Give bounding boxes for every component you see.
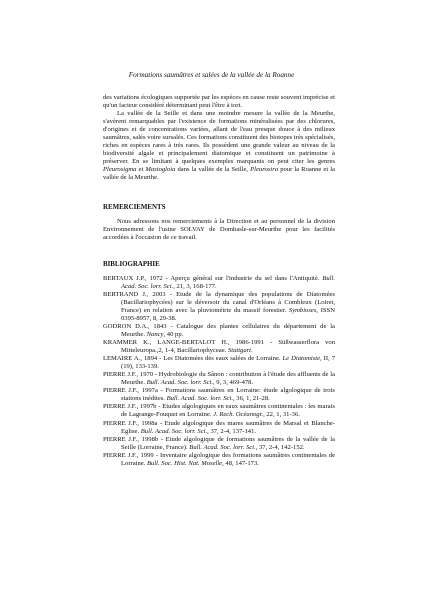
reference-item: PIERRE J.F., 1970 - Hydrobiologie du Sânon : contribution à l'étude des affluents de la Meurthe. Bull. Acad. Soc. lorr. Sci., 9, 3, 469-478. [103,371,335,387]
reference-item: PIERRE J.F., 1998a - Etude algologique des mares saumâtres de Marsal et Blanche-Eglise. Bull. Acad. Soc. lorr. Sci., 37, 2-4, 137-141. [103,419,335,435]
reference-item: PIERRE J.F., 1999 - Inventaire algologique des formations saumâtres continentales de Lorraine. Bull. Soc. Hist. Nat. Moselle, 48, 147-173. [103,451,335,467]
acknowledgements-title: REMERCIEMENTS [103,203,166,211]
intro-paragraph-1: des variations écologiques supportée par les espèces en cause reste souvent imprécise et qu'un facteur considéré déterminant peut l'être à tort. [103,94,335,110]
reference-item: PIERRE J.F., 1998b - Etude algologique de formations saumâtres de la vallée de la Seille (Lorraine, France). Bull. Acad. Soc. lorr. Sci., 37, 2-4, 142-152. [103,435,335,451]
genus-name: Pleurosigma [103,166,137,174]
genus-name: Mastogloia [145,166,176,174]
article-body [103,94,335,468]
reference-item: BERTRAND J., 2003 - Etude de la dynamique des populations de Diatomées (Bacillariophycées) sur le déversoir du canal d'Orléans à Combleux (Loiret, France) en relation avec la pluviométrie du massif forestier. Symbioses, ISSN 0395-8957, 8, 29-38. [103,290,335,322]
acknowledgements-section [103,203,335,242]
acknowledgements-text: Nous adressons nos remerciements à la Direction et au personnel de la division Environnement de l'usine SOLVAY de Dombasle-sur-Meurthe pour les facilités accordées à l'occasion de ce travail. [103,217,335,241]
reference-item: LEMAIRE A., 1894 - Les Diatomées des eaux salées de Lorraine. Le Diatomiste, II, 7 (19), 133-139. [103,355,336,371]
reference-item: PIERRE J.F., 1997a - Formations saumâtres en Lorraine: étude algologique de trois stations inédites. Bull. Acad. Soc. lorr. Sci., 36, 1, 21-28. [103,387,335,403]
bibliography-title: BIBLIOGRAPHIE [103,260,160,268]
reference-item: GODRON D.A., 1843 - Catalogue des plantes cellulaires du département de la Meurthe. Nancy, 40 pp. [103,322,335,338]
intro-paragraph-2: La vallée de la Seille et dans une moindre mesure la vallée de la Meurthe, s'avèrent remarquables par l'existence de formations minéralisées par des chlorures, d'origines et de concentrations variées, allant de l'eau presque douce à des milieux saumâtres, salés voire sursalés. Ces formations constituent des biotopes très spécialisés, riches en espèces rares à très rares. Ils possèdent une grande valeur au niveau de la biodiversité algale et principalement diatomique et constituent un patrimoine à préserver. En se limitant à quelques exemples marquants on peut citer les genres Pleurosigma et Mastogloia dans la vallée de la Seille, Pleurosira pour la Roanne et la vallée de la Meurthe. [103,110,335,182]
reference-item: BERTAUX J.P., 1972 - Aperçu général sur l'industrie du sel dans l'Antiquité. Bull. Acad. Soc. lorr. Sci., 21, 3, 168-177. [103,274,335,290]
reference-item: KRAMMER K., LANGE-BERTALOT H., 1986-1991 - Süßwasserflora von Mitteleuropa.,2, 1-4, Bacillariophyceae. Stuttgart. [103,339,335,355]
running-head: Formations saumâtres et salées de la vallée de la Roanne [128,71,295,79]
reference-list [103,275,335,468]
bibliography-section [103,260,335,468]
genus-name: Pleurosira [250,166,279,174]
reference-item: PIERRE J.F., 1997b - Etudes algologiques en eaux saumâtres continentales : les marais de Lagrange-Fouquet en Lorraine. J. Rech. Océanogr., 22, 1, 31-36. [103,403,335,419]
